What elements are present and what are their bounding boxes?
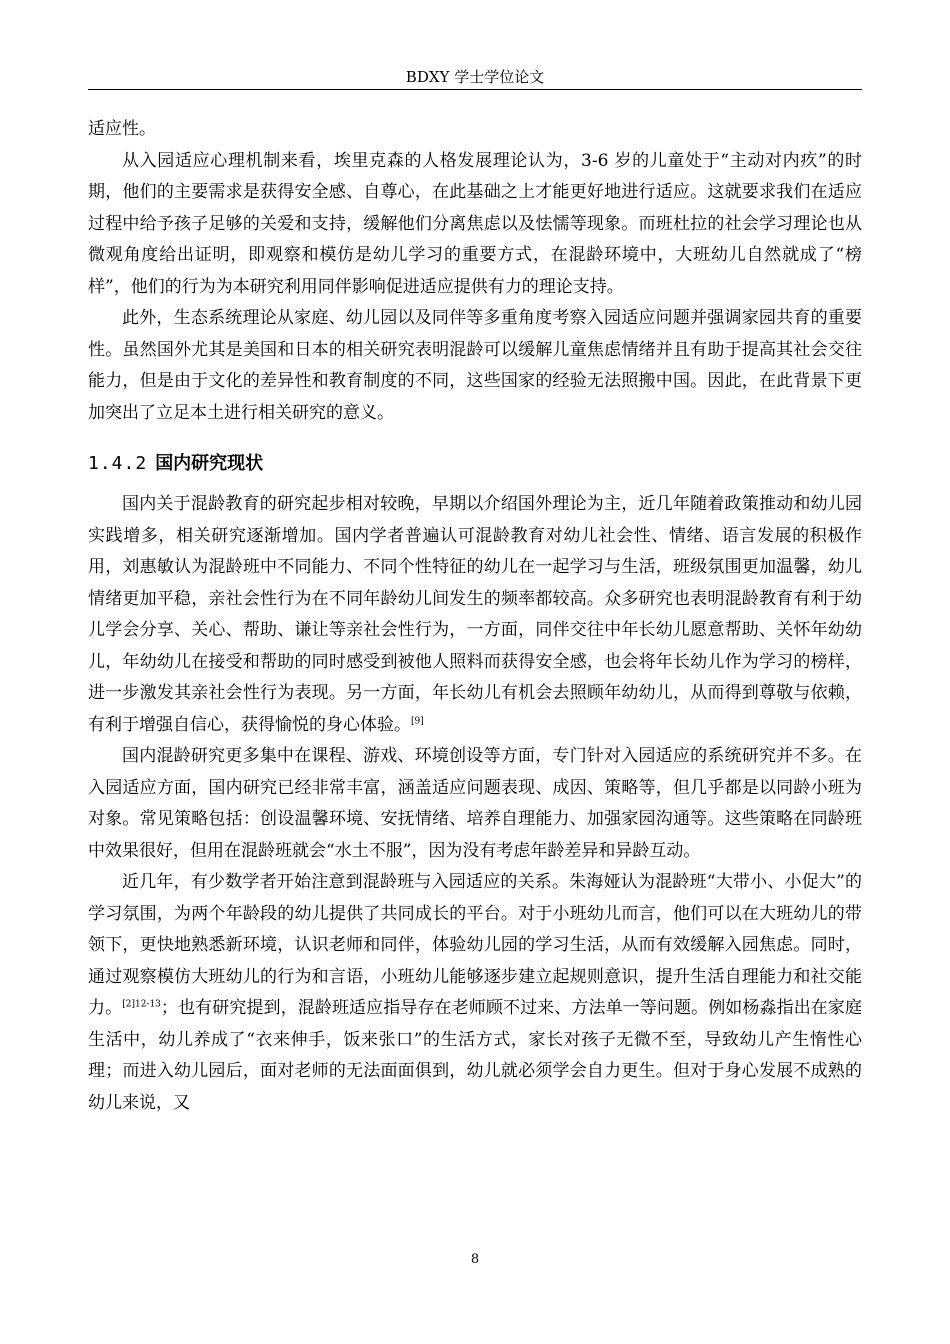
header-rule (88, 89, 862, 90)
paragraph (88, 867, 862, 1119)
paragraph-text: 近几年，有少数学者开始注意到混龄班与入园适应的关系。朱海娅认为混龄班“大带小、小促大”的学习氛围，为两个年龄段的幼儿提供了共同成长的平台。对于小班幼儿而言，他们可以在大班幼儿的带领下，更快地熟悉新环境，认识老师和同伴，体验幼儿园的学习生活，从而有效缓解入园焦虑。同时，通过观察模仿大班幼儿的行为和言语，小班幼儿能够逐步建立起规则意识，提升生活自理能力和社交能力。 (88, 872, 862, 1018)
citation: [2]12-13 (122, 999, 161, 1010)
section-title: 国内研究现状 (155, 453, 264, 474)
paragraph-text: ；也有研究提到，混龄班适应指导存在老师顾不过来、方法单一等问题。例如杨淼指出在家庭生活中，幼儿养成了“衣来伸手，饭来张口”的生活方式，家长对孩子无微不至，导致幼儿产生惰性心理；而进入幼儿园后，面对老师的无法面面俱到，幼儿就必须学会自力更生。但对于身心发展不成熟的幼儿来说，又 (88, 998, 863, 1113)
paragraph: 国内混龄研究更多集中在课程、游戏、环境创设等方面，专门针对入园适应的系统研究并不多。在入园适应方面，国内研究已经非常丰富，涵盖适应问题表现、成因、策略等，但几乎都是以同龄小班为对象。常见策略包括：创设温馨环境、安抚情绪、培养自理能力、加强家园沟通等。这些策略在同龄班中效果很好，但用在混龄班就会“水土不服”，因为没有考虑年龄差异和异龄互动。 (88, 746, 862, 861)
page-header: BDXY 学士学位论文 (405, 68, 545, 86)
paragraph-text: 国内关于混龄教育的研究起步相对较晚，早期以介绍国外理论为主，近几年随着政策推动和幼儿园实践增多，相关研究逐渐增加。国内学者普遍认可混龄教育对幼儿社会性、情绪、语言发展的积极作用，刘惠敏认为混龄班中不同能力、不同个性特征的幼儿在一起学习与生活，班级氛围更加温馨，幼儿情绪更加平稳，亲社会性行为在不同年龄幼儿间发生的频率都较高。众多研究也表明混龄教育有利于幼儿学会分享、关心、帮助、谦让等亲社会性行为，一方面，同伴交往中年长幼儿愿意帮助、关怀年幼幼儿，年幼幼儿在接受和帮助的同时感受到被他人照料而获得安全感，也会将年长幼儿作为学习的榜样，进一步激发其亲社会性行为表现。另一方面，年长幼儿有机会去照顾年幼幼儿，从而得到尊敬与依赖，有利于增强自信心，获得愉悦的身心体验。 (88, 494, 862, 735)
page-body (88, 114, 862, 1119)
paragraph (88, 489, 862, 741)
paragraph: 此外，生态系统理论从家庭、幼儿园以及同伴等多重角度考察入园适应问题并强调家园共育的重要性。虽然国外尤其是美国和日本的相关研究表明混龄可以缓解儿童焦虑情绪并且有助于提高其社会交往能力，但是由于文化的差异性和教育制度的不同，这些国家的经验无法照搬中国。因此，在此背景下更加突出了立足本土进行相关研究的意义。 (88, 308, 862, 423)
section-heading (88, 449, 862, 479)
paragraph: 从入园适应心理机制来看，埃里克森的人格发展理论认为，3-6 岁的儿童处于“主动对内疚”的时期，他们的主要需求是获得安全感、自尊心，在此基础之上才能更好地进行适应。这就要求我们在适应过程中给予孩子足够的关爱和支持，缓解他们分离焦虑以及怯懦等现象。而班杜拉的社会学习理论也从微观角度给出证明，即观察和模仿是幼儿学习的重要方式，在混龄环境中，大班幼儿自然就成了“榜样”，他们的行为为本研究利用同伴影响促进适应提供有力的理论支持。 (88, 150, 862, 297)
section-number: 1.4.2 (88, 453, 148, 474)
citation: [9] (411, 715, 424, 726)
page-number: 8 (470, 1252, 480, 1267)
paragraph: 适应性。 (88, 119, 156, 139)
